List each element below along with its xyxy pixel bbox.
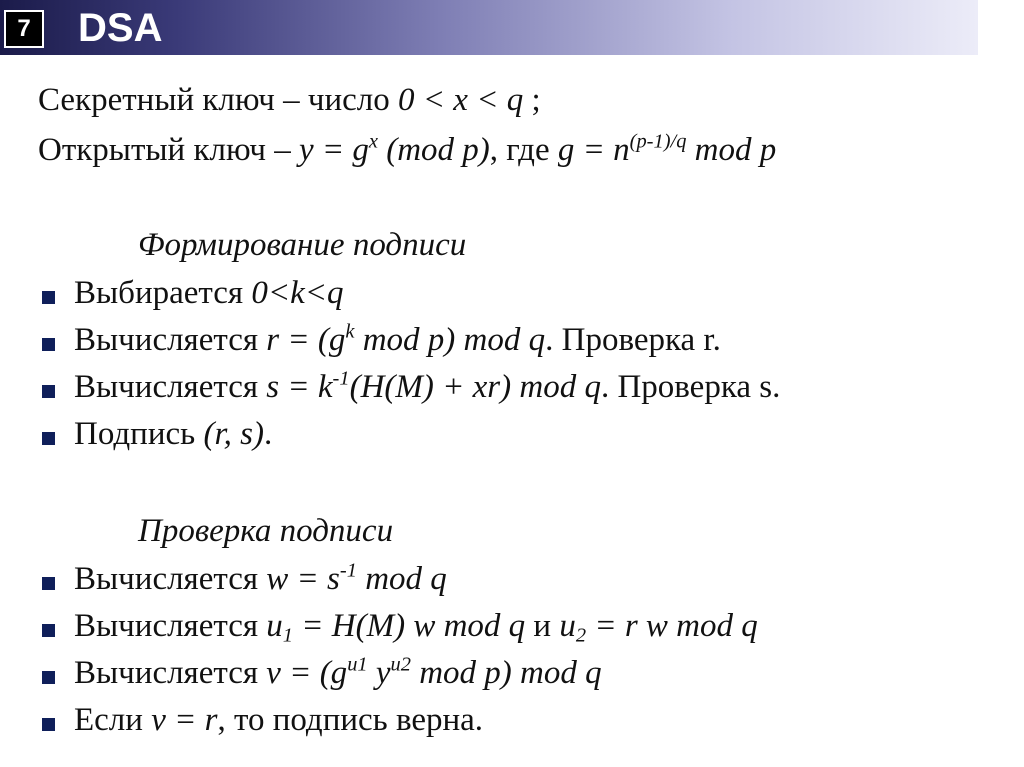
bullet-icon — [42, 624, 55, 637]
verification-heading: Проверка подписи — [138, 513, 394, 549]
list-item: Вычисляется $s = k^{-1}(H(M) + xr)$ mod q. Проверка s. — [74, 367, 781, 405]
bullet-icon — [42, 385, 55, 398]
title-bar — [0, 0, 978, 55]
bullet-icon — [42, 291, 55, 304]
list-item: Выбирается 0<k<q — [74, 275, 344, 311]
secret-key-line: Секретный ключ – число 0 < x < q ; — [38, 82, 541, 118]
list-item: Если v = r, то подпись верна. — [74, 702, 484, 738]
list-item: Вычисляется $u_1 = H(M)$ w mod q и $u_2 = r$ w mod q — [74, 608, 758, 647]
bullet-icon — [42, 432, 55, 445]
bullet-icon — [42, 671, 55, 684]
bullet-icon — [42, 338, 55, 351]
slide-title: DSA — [78, 6, 163, 50]
list-item: Вычисляется $w = s^{-1}$ mod q — [74, 559, 447, 597]
bullet-icon — [42, 577, 55, 590]
list-item: Вычисляется $r = (g^k$ mod p) mod q. Проверка r. — [74, 320, 721, 358]
list-item: Вычисляется $v = (g^{u1}$ $y^{u2}$ mod p) mod q — [74, 653, 602, 691]
signing-heading: Формирование подписи — [138, 227, 467, 263]
list-item: Подпись (r, s). — [74, 416, 273, 452]
slide-number: 7 — [4, 10, 44, 48]
bullet-icon — [42, 718, 55, 731]
public-key-line: Открытый ключ – $y = g^x$ (mod p), где $g = n^{(p-1)/q}$ mod p — [38, 130, 777, 168]
